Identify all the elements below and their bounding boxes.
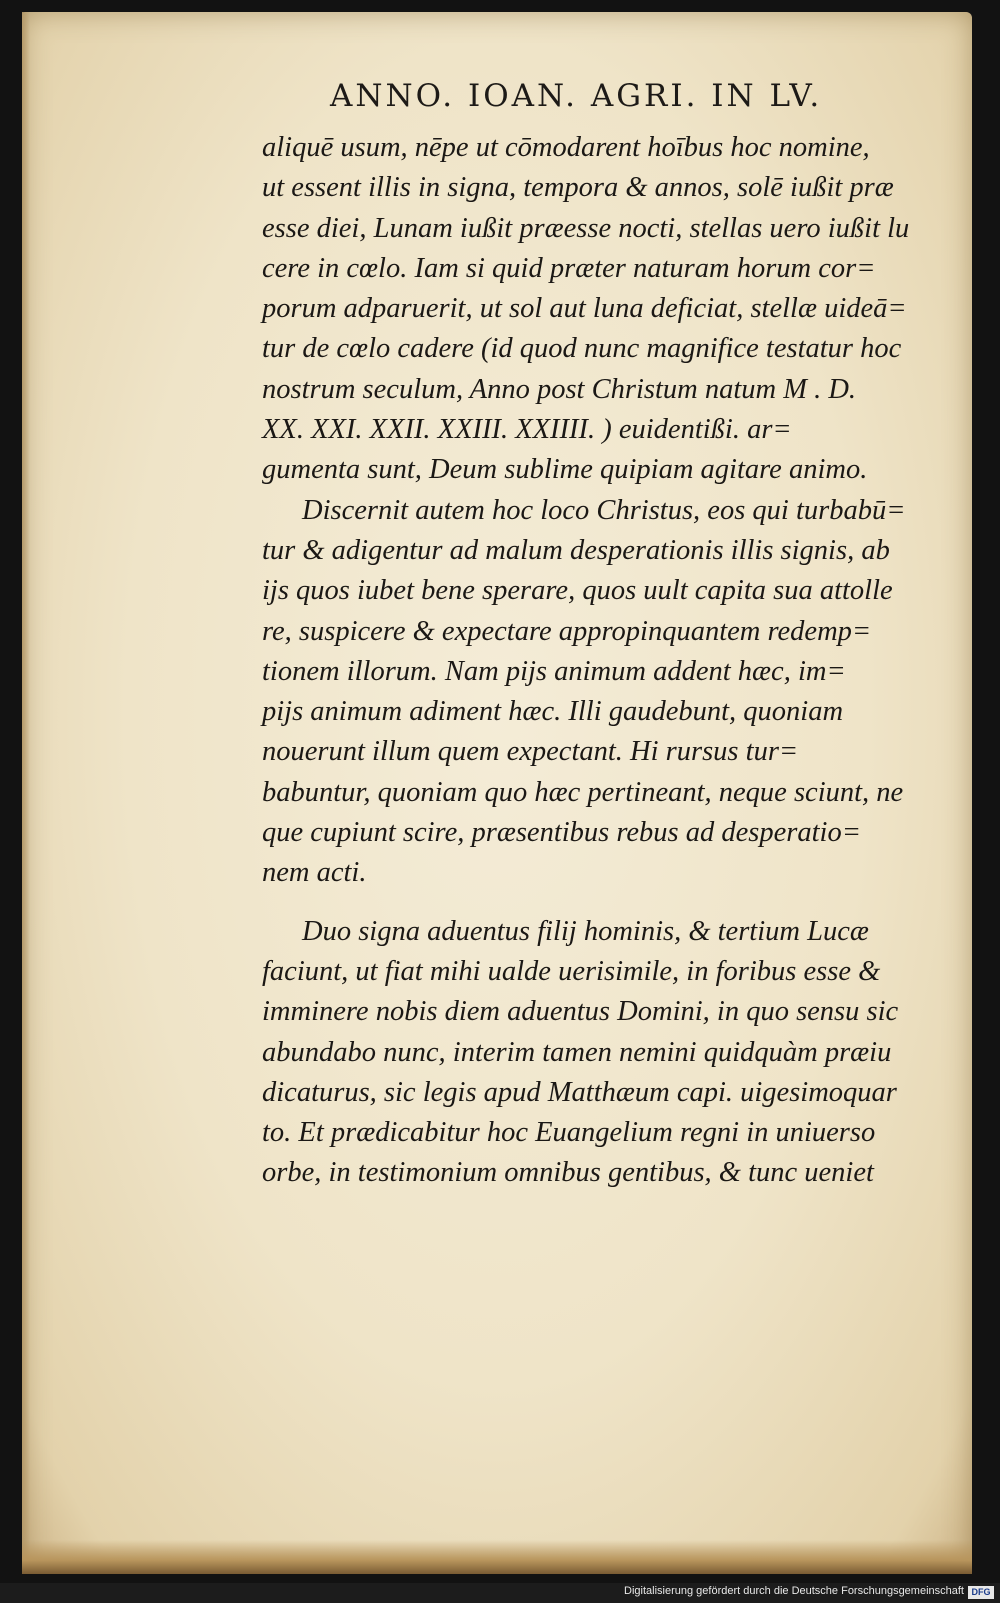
- text-line: tur & adigentur ad malum desperationis illis signis, ab: [262, 534, 890, 566]
- text-line: nostrum seculum, Anno post Christum natum M . D.: [262, 373, 857, 405]
- text-line: Discernit autem hoc loco Christus, eos qui turbabū=: [302, 494, 906, 526]
- funding-credit: Digitalisierung gefördert durch die Deutsche Forschungsgemeinschaft: [624, 1585, 964, 1597]
- page-bottom-edge: [22, 1540, 972, 1574]
- text-line: XX. XXI. XXII. XXIII. XXIIII. ) euidentißi. ar=: [262, 414, 792, 446]
- text-line: gumenta sunt, Deum sublime quipiam agitare animo.: [262, 454, 868, 486]
- text-line: Duo signa aduentus filij hominis, & tertium Lucæ: [302, 915, 869, 947]
- text-line: porum adparuerit, ut sol aut luna deficiat, stellæ uideā=: [262, 293, 907, 325]
- text-line: ijs quos iubet bene sperare, quos uult capita sua attolle: [262, 575, 893, 607]
- text-line: esse diei, Lunam iußit præesse nocti, stellas uero iußit lu: [262, 212, 910, 244]
- text-line: imminere nobis diem aduentus Domini, in quo sensu sic: [262, 996, 899, 1028]
- text-line: tur de cœlo cadere (id quod nunc magnifice testatur hoc: [262, 333, 902, 365]
- text-line: nem acti.: [262, 857, 367, 889]
- text-line: orbe, in testimonium omnibus gentibus, & tunc ueniet: [262, 1157, 874, 1189]
- dfg-logo-icon: DFG: [968, 1586, 994, 1599]
- text-line: re, suspicere & expectare appropinquantem redemp=: [262, 615, 872, 647]
- paragraph-gap: [262, 894, 942, 912]
- body-text: [262, 128, 942, 1194]
- text-line: que cupiunt scire, præsentibus rebus ad desperatio=: [262, 817, 861, 849]
- paragraph-2: [262, 491, 942, 894]
- text-line: aliquē usum, nēpe ut cōmodarent hoībus hoc nomine,: [262, 132, 870, 163]
- text-line: nouerunt illum quem expectant. Hi rursus tur=: [262, 736, 799, 768]
- text-line: tionem illorum. Nam pijs animum addent hæc, im=: [262, 655, 846, 687]
- text-line: faciunt, ut fiat mihi ualde uerisimile, in foribus esse &: [262, 955, 881, 987]
- text-line: cere in cœlo. Iam si quid præter naturam horum cor=: [262, 252, 876, 284]
- text-line: babuntur, quoniam quo hæc pertineant, neque sciunt, ne: [262, 776, 904, 808]
- text-line: abundabo nunc, interim tamen nemini quidquàm præiu: [262, 1036, 892, 1068]
- text-line: to. Et prædicabitur hoc Euangelium regni in uniuerso: [262, 1117, 876, 1149]
- text-line: pijs animum adiment hæc. Illi gaudebunt, quoniam: [262, 696, 844, 728]
- text-line: dicaturus, sic legis apud Matthæum capi. uigesimoquar: [262, 1076, 897, 1108]
- text-line: ut essent illis in signa, tempora & annos, solē iußit præ: [262, 172, 894, 204]
- running-head: ANNO. IOAN. AGRI. IN LV.: [330, 78, 823, 114]
- paragraph-3: [262, 912, 942, 1194]
- paragraph-1: [262, 128, 942, 491]
